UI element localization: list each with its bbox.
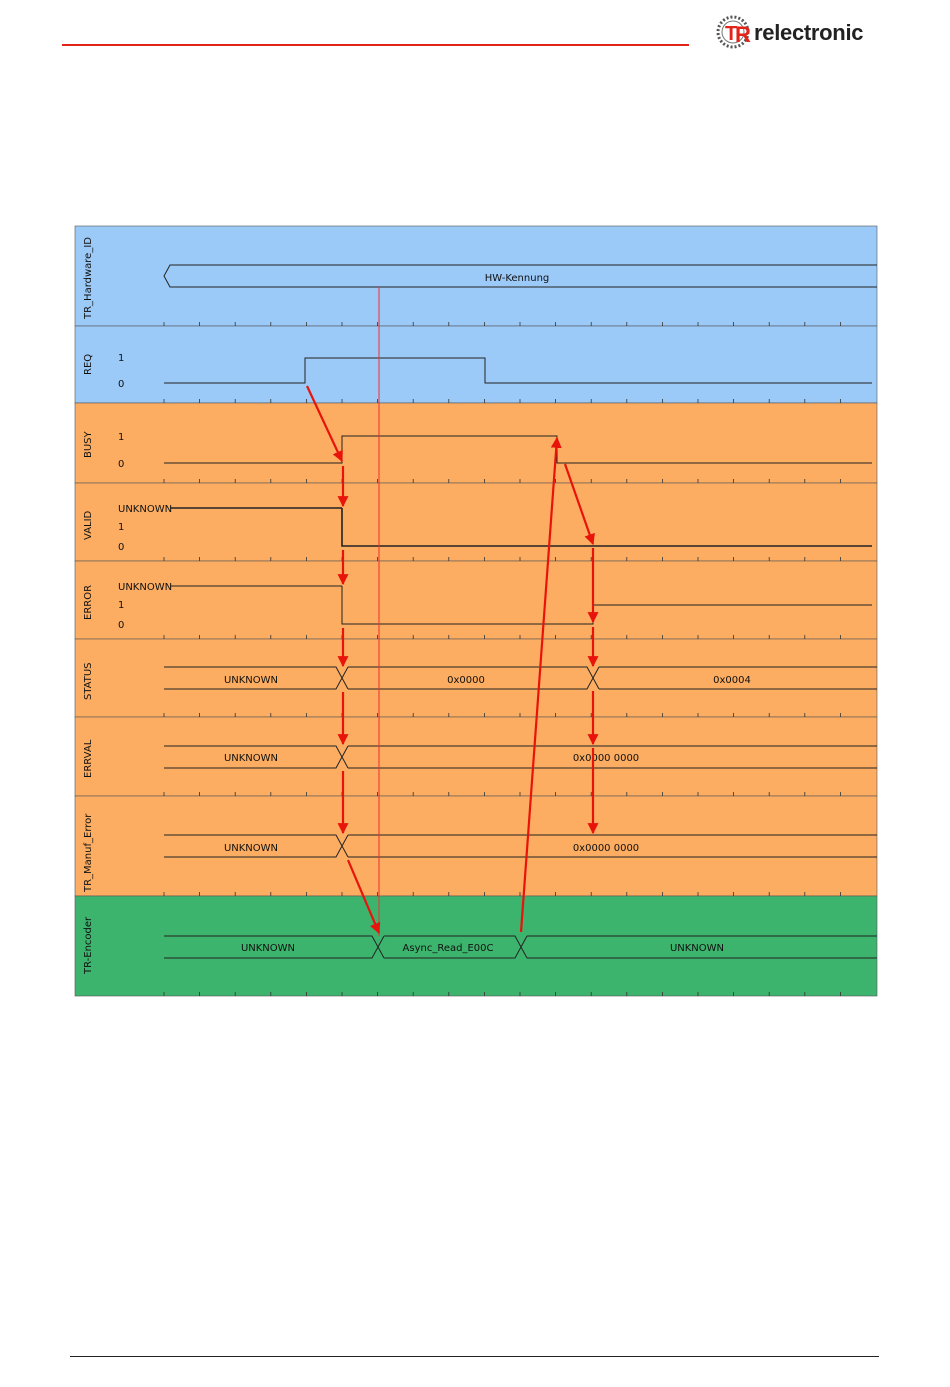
errval-value-unknown: UNKNOWN — [223, 753, 279, 764]
tr-encoder-value-async-read: Async_Read_E00C — [402, 943, 494, 954]
tr-manuf-error-value-unknown: UNKNOWN — [223, 843, 279, 854]
valid-level-unknown: UNKNOWN — [118, 504, 173, 515]
signal-label-tr-encoder: TR-Encoder — [83, 916, 94, 974]
lane-valid — [75, 483, 877, 561]
signal-label-tr-hardware-id: TR_Hardware_ID — [83, 237, 94, 319]
status-value-unknown: UNKNOWN — [223, 675, 279, 686]
lane-req — [75, 326, 877, 403]
hw-id-bus-value: HW-Kennung — [484, 273, 550, 284]
signal-label-error: ERROR — [83, 584, 94, 620]
lane-busy — [75, 403, 877, 483]
busy-level-1: 1 — [118, 432, 125, 443]
signal-label-req: REQ — [83, 353, 94, 375]
signal-label-busy: BUSY — [83, 431, 94, 458]
busy-level-0: 0 — [118, 459, 125, 470]
valid-level-1: 1 — [118, 522, 125, 533]
signal-label-status: STATUS — [83, 662, 94, 700]
valid-level-0: 0 — [118, 542, 125, 553]
tr-manuf-error-value-zero: 0x0000 0000 — [572, 843, 640, 854]
signal-label-errval: ERRVAL — [83, 739, 94, 778]
error-level-0: 0 — [118, 620, 125, 631]
tr-encoder-value-unknown-2: UNKNOWN — [669, 943, 725, 954]
signal-label-valid: VALID — [83, 510, 94, 540]
lane-errval — [75, 717, 877, 796]
error-level-unknown: UNKNOWN — [118, 582, 173, 593]
error-level-1: 1 — [118, 600, 125, 611]
req-level-0: 0 — [118, 379, 125, 390]
lane-error — [75, 561, 877, 639]
req-level-1: 1 — [118, 353, 125, 364]
lane-tr-hardware-id — [75, 226, 877, 326]
status-value-0x0004: 0x0004 — [713, 675, 751, 686]
tr-encoder-value-unknown-1: UNKNOWN — [240, 943, 296, 954]
lane-tr-manuf-error — [75, 796, 877, 896]
svg-text:R: R — [735, 22, 751, 47]
errval-value-zero: 0x0000 0000 — [572, 753, 640, 764]
footer-rule — [70, 1356, 879, 1357]
logo-text: relectronic — [754, 20, 864, 45]
signal-label-tr-manuf-error: TR_Manuf_Error — [83, 813, 94, 892]
svg-text:T: T — [725, 23, 738, 45]
status-value-0x0000: 0x0000 — [447, 675, 485, 686]
